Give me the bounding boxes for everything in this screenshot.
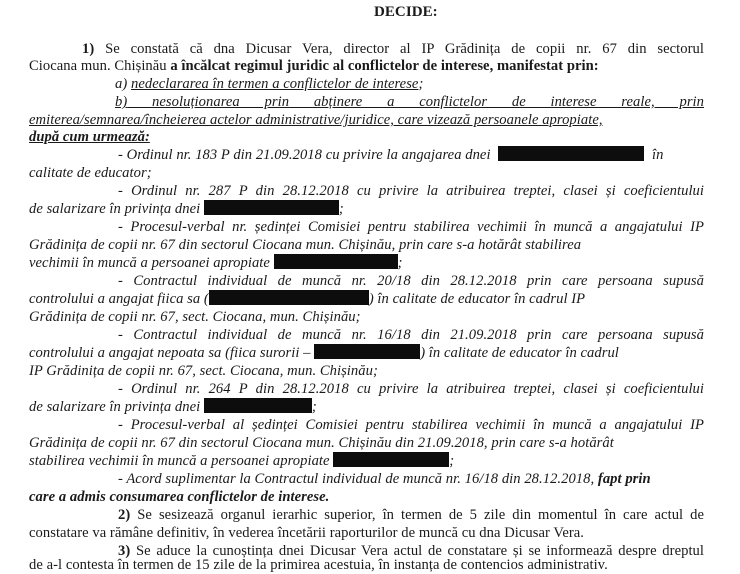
item-7-line-1: - Procesul-verbal al ședinței Comisiei pentru stabilirea vechimii în muncă a angajatului IP <box>118 417 704 433</box>
item-4-line-3: Grădinița de copii nr. 67, sect. Ciocana, mun. Chișinău; <box>29 309 361 325</box>
p1-a-end: ; <box>418 76 424 92</box>
p1-number: 1) <box>82 41 95 57</box>
p1-b-label: b) <box>115 94 128 110</box>
item-4-line-2 <box>29 290 585 308</box>
p1-text-2: Ciocana mun. Chișinău <box>29 58 171 74</box>
redacted-name-box <box>204 398 312 413</box>
p3-line-2: de a-l contesta în termen de 15 zile de la primirea acestuia, în instanța de contencios administrativ. <box>29 557 608 573</box>
decision-heading: DECIDE: <box>374 4 438 20</box>
p2-line-2: constatare va rămâne definitiv, în vederea încetării raporturilor de muncă cu dna Dicusar Vera. <box>29 525 585 541</box>
redacted-name-box <box>209 290 369 305</box>
p3-number: 3) <box>118 543 131 559</box>
p1-item-b-line-3: după cum urmează: <box>29 129 150 145</box>
item-7-end: ; <box>449 453 455 469</box>
redacted-name-box <box>274 254 398 269</box>
item-2-line-2 <box>29 200 344 218</box>
item-1-text: - Ordinul nr. 183 P din 21.09.2018 cu privire la angajarea dnei <box>118 147 491 163</box>
p1-item-b-line-1 <box>115 93 704 111</box>
item-5-text-b: ) în calitate de educator în cadrul <box>420 345 619 361</box>
item-6-line-1: - Ordinul nr. 264 P din 28.12.2018 cu privire la atribuirea treptei, clasei și coeficientului <box>118 381 704 397</box>
p1-text-1: Se constată că dna Dicusar Vera, director al IP Grădinița de copii nr. 67 din sectorul <box>105 41 704 57</box>
redacted-name-box <box>204 200 339 215</box>
item-5-line-2 <box>29 344 619 362</box>
item-1-line-2: calitate de educator; <box>29 165 152 181</box>
item-3-line-2: Grădinița de copii nr. 67 din sectorul Ciocana mun. Chișinău, prin care s-a hotărât stabilirea <box>29 237 582 253</box>
item-3-end: ; <box>397 255 403 271</box>
item-8-line-1 <box>118 470 651 488</box>
p1-line-1 <box>82 40 704 58</box>
item-3-text: vechimii în muncă a persoanei apropiate <box>29 255 270 271</box>
item-5-text-a: controlului a angajat nepoata sa (fiica surorii – <box>29 345 311 361</box>
item-7-line-3 <box>29 452 454 470</box>
item-8-text: - Acord suplimentar la Contractul individual de muncă nr. 16/18 din 28.12.2018, <box>118 471 595 487</box>
redacted-name-box <box>333 452 449 467</box>
item-6-text: de salarizare în privința dnei <box>29 399 201 415</box>
p1-a-label: a) <box>115 76 128 92</box>
p3-text-1: Se aduce la cunoștința dnei Dicusar Vera actul de constatare și se informează despre dreptul <box>135 543 704 559</box>
item-4-text-a: controlului a angajat fiica sa ( <box>29 291 209 307</box>
item-2-text: de salarizare în privința dnei <box>29 201 201 217</box>
item-7-line-2: Grădinița de copii nr. 67 din sectorul Ciocana mun. Chișinău din 21.09.2018, prin care s-a hotărât <box>29 435 614 451</box>
p2-number: 2) <box>118 507 131 523</box>
item-4-text-b: ) în calitate de educator în cadrul IP <box>368 291 586 307</box>
item-1-line-1 <box>118 146 663 164</box>
item-3-line-1: - Procesul-verbal nr. ședinței Comisiei pentru stabilirea vechimii în muncă a angajatului IP <box>118 219 704 235</box>
item-2-line-1: - Ordinul nr. 287 P din 28.12.2018 cu privire la atribuirea treptei, clasei și coeficientului <box>118 183 704 199</box>
item-8-bold: fapt prin <box>597 471 651 487</box>
p2-text-1: Se sesizează organul ierarhic superior, în termen de 5 zile din momentul în care actul de <box>137 507 705 523</box>
item-5-line-3: IP Grădinița de copii nr. 67, sect. Ciocana, mun. Chișinău; <box>29 363 378 379</box>
p1-item-a <box>115 75 423 93</box>
item-3-line-3 <box>29 254 403 272</box>
p1-line-2 <box>29 57 599 75</box>
item-2-end: ; <box>338 201 344 217</box>
redacted-name-box <box>314 344 420 359</box>
item-6-line-2 <box>29 398 317 416</box>
p1-finding: a încălcat regimul juridic al conflictelor de interese, manifestat prin: <box>170 58 599 74</box>
item-4-line-1: - Contractul individual de muncă nr. 20/18 din 28.12.2018 prin care persoana supusă <box>118 273 704 289</box>
p1-item-b-line-2: emiterea/semnarea/încheierea actelor administrative/juridice, care vizează persoanele apropiate, <box>29 112 603 128</box>
redacted-name-box <box>498 146 644 161</box>
p1-a-text: nedeclararea în termen a conflictelor de interese <box>130 76 419 92</box>
item-5-line-1: - Contractul individual de muncă nr. 16/18 din 21.09.2018 prin care persoana supusă <box>118 327 704 343</box>
item-6-end: ; <box>311 399 317 415</box>
p1-b-text-1: nesoluționarea prin abținere a conflictelor de interese reale, prin <box>152 94 704 110</box>
item-7-text: stabilirea vechimii în muncă a persoanei apropiate <box>29 453 330 469</box>
item-8-line-2: care a admis consumarea conflictelor de interese. <box>29 489 330 505</box>
item-1-end: în <box>651 147 664 163</box>
p2-line-1 <box>118 506 704 524</box>
